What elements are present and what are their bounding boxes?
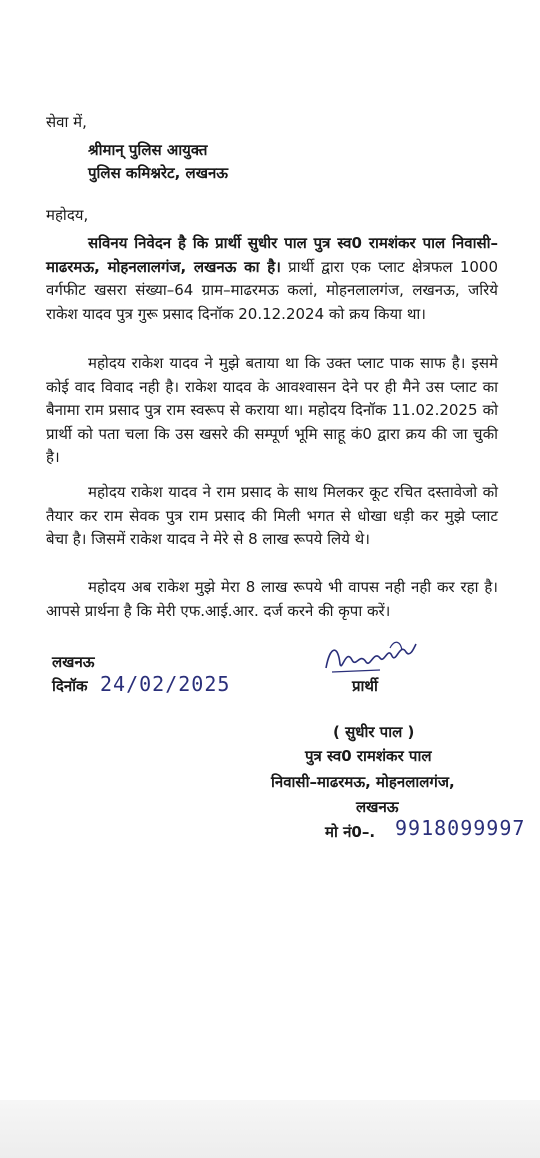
place-label: लखनऊ <box>52 653 95 671</box>
recipient-line-2: पुलिस कमिश्नरेट, लखनऊ <box>88 164 229 182</box>
signature-image <box>320 638 420 678</box>
paragraph-3: महोदय राकेश यादव ने राम प्रसाद के साथ मिलकर कूट रचित दस्तावेजो को तैयार कर राम सेवक पुत्र राम प्रसाद की मिली भगत से धोखा धड़ी कर मुझे प्लाट बेचा है। जिसमें राकेश यादव ने मेरे से 8 लाख रूपये लिये थे। <box>46 483 498 548</box>
paragraph-1-bold: सविनय निवेदन है कि प्रार्थी सुधीर पाल पुत्र स्व0 रामशंकर पाल निवासी–माढरमऊ, मोहनलालगंज, लखनऊ का है। <box>46 234 498 276</box>
date-label: दिनॉक <box>52 677 88 695</box>
paragraph-1-rest: प्रार्थी द्वारा एक प्लाट क्षेत्रफल 1000 वर्गफीट खसरा संख्या–64 ग्राम–माढरमऊ कलां, मोहनलालगंज, लखनऊ, जरिये राकेश यादव पुत्र गुरू प्रसाद दिनॉक 20.12.2024 को क्रय किया था। <box>46 257 498 323</box>
handwritten-mobile-number: 9918099997 <box>395 816 526 840</box>
sender-name: ( सुधीर पाल ) <box>333 723 415 741</box>
bottom-shadow <box>0 1100 540 1158</box>
sender-father: पुत्र स्व0 रामशंकर पाल <box>305 747 432 765</box>
paragraph-1 <box>46 232 498 326</box>
salutation: सेवा में, <box>46 113 87 131</box>
recipient-line-1: श्रीमान् पुलिस आयुक्त <box>88 141 208 159</box>
paragraph-2: महोदय राकेश यादव ने मुझे बताया था कि उक्त प्लाट पाक साफ है। इसमे कोई वाद विवाद नही है। राकेश यादव के आवश्वासन देने पर ही मैने उस प्लाट का बैनामा राम प्रसाद पुत्र राम स्वरूप से कराया था। महोदय दिनॉक 11.02.2025 को प्रार्थी को पता चला कि उस खसरे की सम्पूर्ण भूमि साहू कं0 द्वारा क्रय की जा चुकी है। <box>46 354 498 466</box>
address-line: महोदय, <box>46 206 89 224</box>
applicant-label: प्रार्थी <box>352 677 378 695</box>
sender-address: निवासी–माढरमऊ, मोहनलालगंज, <box>271 773 455 791</box>
handwritten-date: 24/02/2025 <box>100 672 231 696</box>
sender-city: लखनऊ <box>356 798 399 816</box>
paragraph-4: महोदय अब राकेश मुझे मेरा 8 लाख रूपये भी वापस नही नही कर रहा है। आपसे प्रार्थना है कि मेरी एफ.आई.आर. दर्ज करने की कृपा करें। <box>46 578 498 620</box>
mobile-label: मो नं0–. <box>325 823 376 841</box>
